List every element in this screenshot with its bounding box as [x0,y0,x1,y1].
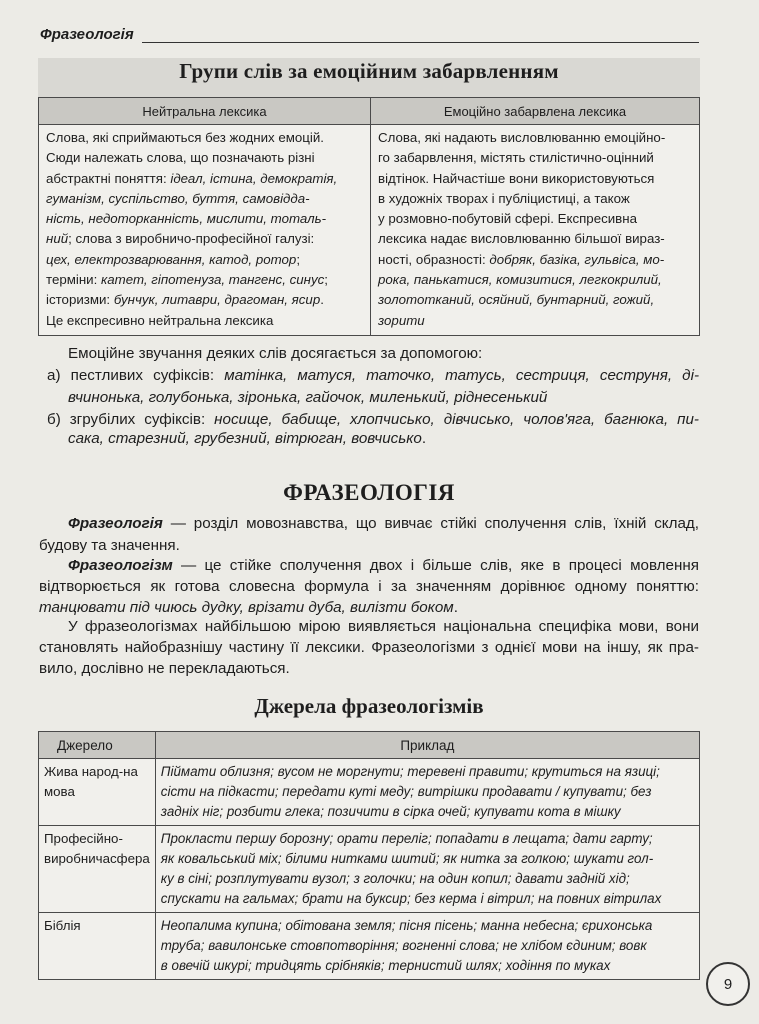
source-cell [39,759,156,826]
source-line: Жива народ- [44,764,124,779]
suffix-b-examples-2: сака, старезний, грубезний, вітрюган, вовчисько [68,430,422,447]
example-cell [155,913,699,980]
source-line: на мова [44,764,138,799]
suffix-a-label: а) пестливих суфіксів: [47,367,225,384]
source-line: Професійно- [44,831,123,846]
emotive-line: лексика надає висловлюванню більшої вираз- [378,231,665,247]
definition-phraseology-line2: будову та значення. [39,537,180,554]
neutral-line: Сюди належать слова, що позначають різні [46,150,315,166]
term-phraseology: Фразеологія [68,515,163,532]
definition-phraseologism-line3: танцювати під чиюсь дудку, врізати дуба, вилізти боком. [39,599,458,616]
emotive-line: Слова, які надають висловлюванню емоційно- [378,130,666,145]
term-phraseologism: Фразеологізм [68,557,173,574]
table-row [39,826,700,913]
suffix-b-line2: сака, старезний, грубезний, вітрюган, вовчисько. [68,430,427,447]
col-header-emotive: Емоційно забарвлена лексика [371,98,700,125]
suffix-a-examples-1: матінка, матуся, таточко, татусь, сестриця, сеструня, ді- [224,367,700,384]
source-cell [39,826,156,913]
suffix-b-examples-1: носище, бабище, хлопчисько, дівчисько, чолов'яга, багнюка, пи- [214,411,699,428]
example-line: ку в сіні; розплутувати вузол; з голочки; на один копил; давати задній хід; [160,871,630,886]
emotive-line: го забарвлення, містять стилістично-оцінний [378,150,654,166]
col-header-example: Приклад [155,732,699,759]
emotive-line: у розмовно-побутовій сфері. Експресивна [378,211,637,227]
neutral-line: ність, недоторканність, мислити, тоталь- [46,211,327,227]
national-specifics-line2: становлять найобразнішу частину її лексики. Фразеологізми з однієї мови на іншу, як пра- [39,639,699,656]
example-line: сісти на підкасти; передати куті меду; витрішки продавати / купувати; без [160,784,652,799]
emotion-groups-table [38,97,700,336]
example-cell [155,759,699,826]
example-line: труба; вавилонське стовпотворіння; вогненні слова; не хлібом єдиним; вовк [160,938,647,953]
definition-phraseology-line1: Фразеологія — розділ мовознавства, що вивчає стійкі сполучення слів, їхній склад, [68,515,699,532]
page-number-badge [706,962,750,1006]
neutral-line: абстрактні поняття: ідеал, істина, демократія, [46,170,338,186]
neutral-line: історизми: бунчук, литаври, драгоман, ясир. [46,292,324,308]
suffix-b-label: б) згрубілих суфіксів: [47,411,215,428]
neutral-line: ний; слова з виробничо-професійної галузі: [46,231,315,247]
neutral-line: Слова, які сприймаються без жодних емоцій. [46,130,325,145]
emotive-line: рока, панькатися, комизитися, легкокрилий, [378,272,662,288]
emotive-line: в художніх творах і публіцистиці, а також [378,190,630,206]
suffix-a-line1 [47,365,699,387]
phraseologism-examples: танцювати під чиюсь дудку, врізати дуба, вилізти боком [39,599,454,616]
phraseologism-sources-table [38,731,700,980]
neutral-line: терміни: катет, гіпотенуза, тангенс, синус; [46,272,328,288]
example-cell [155,826,699,913]
example-line: як ковальський міх; білими нитками шитий; як нитка за голкою; шукати гол- [160,851,654,866]
col-header-source: Джерело [39,732,156,759]
suffix-a-examples-2: вчинонька, голубонька, зіронька, гайочок, миленький, ріднесенький [68,389,548,406]
source-line: Біблія [44,918,81,933]
running-header: Фразеологія [40,26,134,43]
col-header-neutral: Нейтральна лексика [39,98,371,125]
example-line: Неопалима купина; обітована земля; пісня пісень; манна небесна; єрихонська [160,918,653,933]
emotion-table-title: Групи слів за емоційним забарвленням [179,59,559,83]
phraseology-heading: ФРАЗЕОЛОГІЯ [283,480,455,505]
example-line: Прокласти першу борозну; орати переліг; попадати в лещата; дати гарту; [160,831,653,846]
neutral-line: гуманізм, суспільство, буття, самовідда- [46,190,310,206]
source-line: сфера [110,851,150,866]
emotive-lexicon-cell [371,125,700,336]
definition-phraseologism-line1: Фразеологізм — це стійке сполучення двох і більше слів, яке в процесі мовлення [68,557,699,574]
source-cell [39,913,156,980]
sources-heading: Джерела фразеологізмів [254,694,484,718]
definition-phraseologism-line2: відтворюється як готова словесна формула і за значенням дорівнює одному поняттю: [39,578,699,595]
header-rule [142,42,699,43]
national-specifics-line3: вило, дослівно не перекладаються. [39,660,290,677]
emotive-line: ності, образності: добряк, базіка, гульвіса, мо- [378,251,665,267]
source-line: виробнича [44,851,110,866]
example-line: спускати на гальмах; брати на буксир; без керма і вітрил; на повних вітрилах [160,891,662,906]
national-specifics-line1: У фразеологізмах найбільшою мірою виявляється національна специфіка мови, вони [68,618,699,635]
neutral-lexicon-cell [39,125,371,336]
table-row [39,913,700,980]
example-line: задніх ніг; розбити глека; позичити в сірка очей; купувати кота в мішку [160,804,621,819]
example-line: в овечій шкурі; тридцять срібняків; тернистий шлях; ходіння по муках [160,958,611,973]
neutral-line: цех, електрозварювання, катод, ротор; [46,251,301,267]
page-number: 9 [723,975,733,993]
neutral-line: Це експресивно нейтральна лексика [46,312,274,328]
suffix-a-line2 [68,387,547,409]
table-row [39,759,700,826]
example-line: Піймати облизня; вусом не моргнути; теревені правити; крутиться на язиці; [160,764,660,779]
emotive-line: зорити [378,312,425,328]
emotive-line: відтінок. Найчастіше вони використовуються [378,170,655,186]
emotive-line: золототканий, осяйний, бунтарний, гожий, [378,292,655,308]
suffix-intro: Емоційне звучання деяких слів досягається за допомогою: [68,345,483,362]
